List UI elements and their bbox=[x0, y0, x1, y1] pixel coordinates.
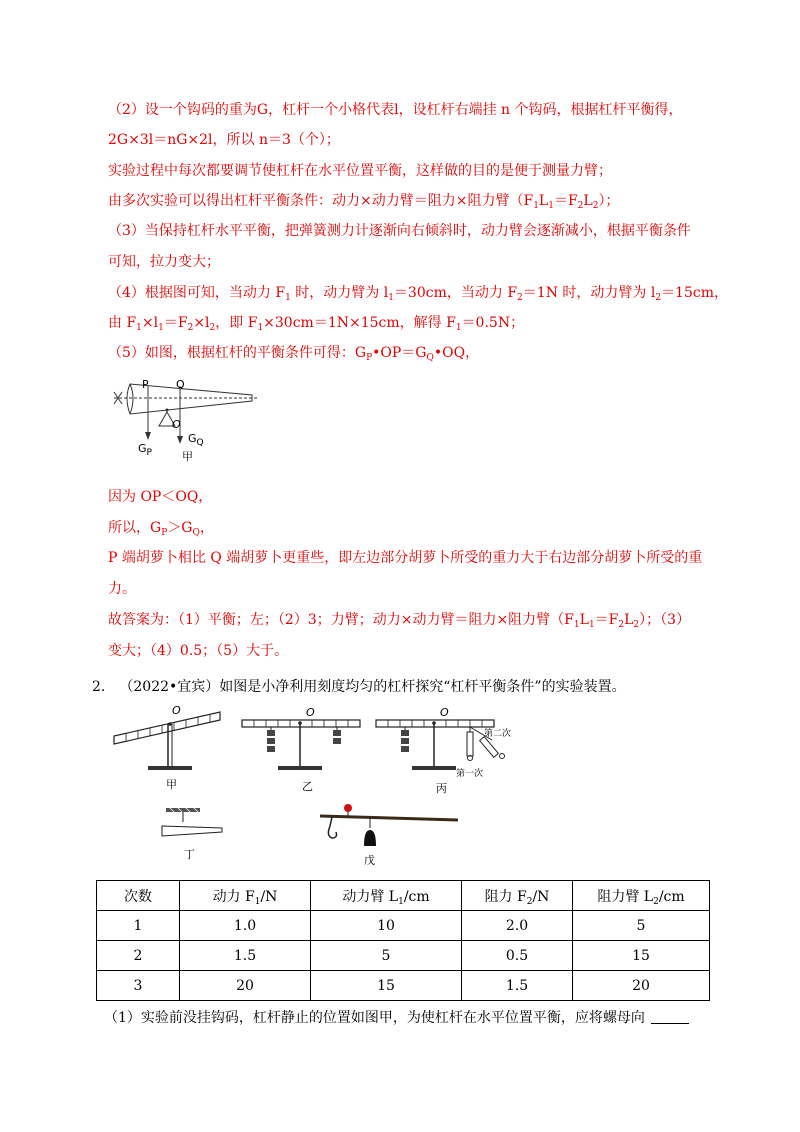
solution-line-9: （5）如图，根据杠杆的平衡条件可得：$G_P•OP=G_Q•OQ$， bbox=[108, 345, 480, 363]
table-cell: 10 bbox=[311, 911, 462, 941]
label-p: P bbox=[142, 378, 149, 391]
table-cell: 1.5 bbox=[462, 971, 573, 1001]
solution-line-14: 故答案为：（1）平衡；左；（2）3；力臂；动力×动力臂＝阻力×阻力臂$(F_1L_1=F_2L_2)$；（3） bbox=[108, 612, 691, 630]
table-row bbox=[97, 911, 710, 941]
header-l2 bbox=[573, 881, 710, 911]
question-text: （2022•宜宾）如图是小净利用刻度均匀的杠杆探究“杠杆平衡条件”的实验装置。 bbox=[119, 679, 626, 695]
header-f1-unit: /N bbox=[260, 888, 278, 905]
solution-line-5: （3）当保持杠杆水平平衡，把弹簧测力计逐渐向右倾斜时，动力臂会逐渐减小，根据平衡条件 bbox=[108, 223, 691, 239]
jia-caption: 甲 bbox=[166, 778, 177, 791]
bing-o-label: O bbox=[440, 706, 449, 719]
table-cell: 3 bbox=[97, 971, 180, 1001]
header-f1 bbox=[180, 881, 311, 911]
bing-caption: 丙 bbox=[436, 782, 447, 795]
bing-first-label: 第一次 bbox=[456, 769, 484, 779]
solution-line-14-text: 故答案为：（1）平衡；左；（2）3；力臂；动力×动力臂＝阻力×阻力臂（F bbox=[108, 612, 574, 628]
question-2-header bbox=[92, 677, 626, 697]
solution-line-4: 由多次实验可以得出杠杆平衡条件：动力×动力臂＝阻力×阻力臂$(F_1L_1=F_2L_2)$； bbox=[108, 193, 620, 211]
solution-line-8-text: 由 F bbox=[108, 315, 137, 331]
label-gq: $G_Q$ bbox=[188, 432, 204, 448]
answer-blank[interactable] bbox=[651, 1009, 689, 1024]
solution-line-11: 所以，$G_P>G_Q$， bbox=[108, 520, 214, 538]
table-row bbox=[97, 971, 710, 1001]
label-gq-text: G bbox=[188, 432, 197, 445]
bing-second-label: 第二次 bbox=[484, 729, 512, 739]
figure-yi bbox=[240, 706, 362, 793]
header-f2 bbox=[462, 881, 573, 911]
solution-line-7-text: （4）根据图可知，当动力 F bbox=[108, 285, 286, 301]
table-cell: 5 bbox=[311, 941, 462, 971]
solution-line-1: （2）设一个钩码的重为G，杠杆一个小格代表l，设杠杆右端挂 n 个钩码，根据杠杆平衡得， bbox=[108, 102, 683, 118]
label-jia: 甲 bbox=[182, 450, 193, 463]
table-cell: 15 bbox=[573, 941, 710, 971]
solution-line-12: P 端胡萝卜相比 Q 端胡萝卜更重些，即左边部分胡萝卜所受的重力大于右边部分胡萝卜所受的重 bbox=[108, 550, 703, 566]
label-gp: $G_P$ bbox=[138, 442, 152, 458]
header-l2-text: 阻力臂 L bbox=[597, 888, 654, 905]
question-number: 2． bbox=[92, 679, 115, 695]
table-cell: 5 bbox=[573, 911, 710, 941]
solution-line-2: 2G×3l＝nG×2l，所以 n＝3（个）； bbox=[108, 132, 340, 148]
solution-line-4-text: 由多次实验可以得出杠杆平衡条件：动力×动力臂＝阻力×阻力臂（F bbox=[108, 193, 534, 209]
figure-jia bbox=[112, 700, 224, 791]
label-o: O bbox=[172, 418, 181, 431]
table-cell: 1.0 bbox=[180, 911, 311, 941]
header-f2-unit: /N bbox=[532, 888, 550, 905]
table-cell: 20 bbox=[573, 971, 710, 1001]
yi-caption: 乙 bbox=[302, 780, 313, 793]
wu-caption: 戊 bbox=[364, 854, 375, 867]
table-cell: 2.0 bbox=[462, 911, 573, 941]
solution-line-9-text: （5）如图，根据杠杆的平衡条件可得：G bbox=[108, 345, 367, 361]
solution-line-10: 因为 OP＜OQ， bbox=[108, 489, 213, 505]
table-cell: 2 bbox=[97, 941, 180, 971]
solution-line-3: 实验过程中每次都要调节使杠杆在水平位置平衡，这样做的目的是便于测量力臂； bbox=[108, 163, 612, 179]
table-cell: 1.5 bbox=[180, 941, 311, 971]
header-f2-sub: 2 bbox=[526, 896, 533, 907]
solution-line-6: 可知，拉力变大； bbox=[108, 254, 220, 270]
table-cell: 0.5 bbox=[462, 941, 573, 971]
header-f1-text: 动力 F bbox=[212, 888, 255, 905]
jia-o-label: O bbox=[172, 704, 181, 717]
header-l1 bbox=[311, 881, 462, 911]
question-2-sub-1 bbox=[104, 1008, 689, 1028]
carrot-lever-figure bbox=[112, 372, 262, 467]
solution-line-11-text: 所以，G bbox=[108, 520, 162, 536]
table-cell: 1 bbox=[97, 911, 180, 941]
figure-bing bbox=[374, 706, 514, 795]
header-l1-unit: /cm bbox=[403, 888, 430, 905]
solution-line-7: （4）根据图可知，当动力 $F_1$ 时，动力臂为 $l_1=30cm$，当动力 $F_2=1N$ 时，动力臂为 $l_2=15cm$， bbox=[108, 285, 728, 303]
header-f2-text: 阻力 F bbox=[484, 888, 527, 905]
header-l2-unit: /cm bbox=[658, 888, 685, 905]
ding-caption: 丁 bbox=[184, 848, 195, 861]
solution-line-15: 变大；（4）0.5；（5）大于。 bbox=[108, 643, 289, 659]
header-l1-text: 动力臂 L bbox=[342, 888, 399, 905]
table-row bbox=[97, 941, 710, 971]
solution-line-13: 力。 bbox=[108, 581, 136, 597]
figure-ding bbox=[158, 806, 228, 861]
header-l1-sub: 1 bbox=[398, 896, 404, 907]
label-q: Q bbox=[176, 378, 185, 391]
solution-line-8: 由 $F_1\times l_1=F_2\times l_2$，即 $F_1\times 30cm=1N\times 15cm$，解得 $F_1=0.5N$； bbox=[108, 315, 525, 333]
header-f1-sub: 1 bbox=[254, 896, 261, 907]
yi-o-label: O bbox=[306, 706, 315, 719]
sub-question-text: （1）实验前没挂钩码，杠杆静止的位置如图甲，为使杠杆在水平位置平衡，应将螺母向 bbox=[104, 1010, 645, 1026]
label-gp-text: G bbox=[138, 442, 147, 455]
figure-wu bbox=[318, 802, 460, 867]
table-header-row bbox=[97, 881, 710, 911]
table-cell: 15 bbox=[311, 971, 462, 1001]
table-cell: 20 bbox=[180, 971, 311, 1001]
header-count: 次数 bbox=[97, 881, 180, 911]
header-l2-sub: 2 bbox=[653, 896, 659, 907]
data-table bbox=[96, 880, 710, 1001]
